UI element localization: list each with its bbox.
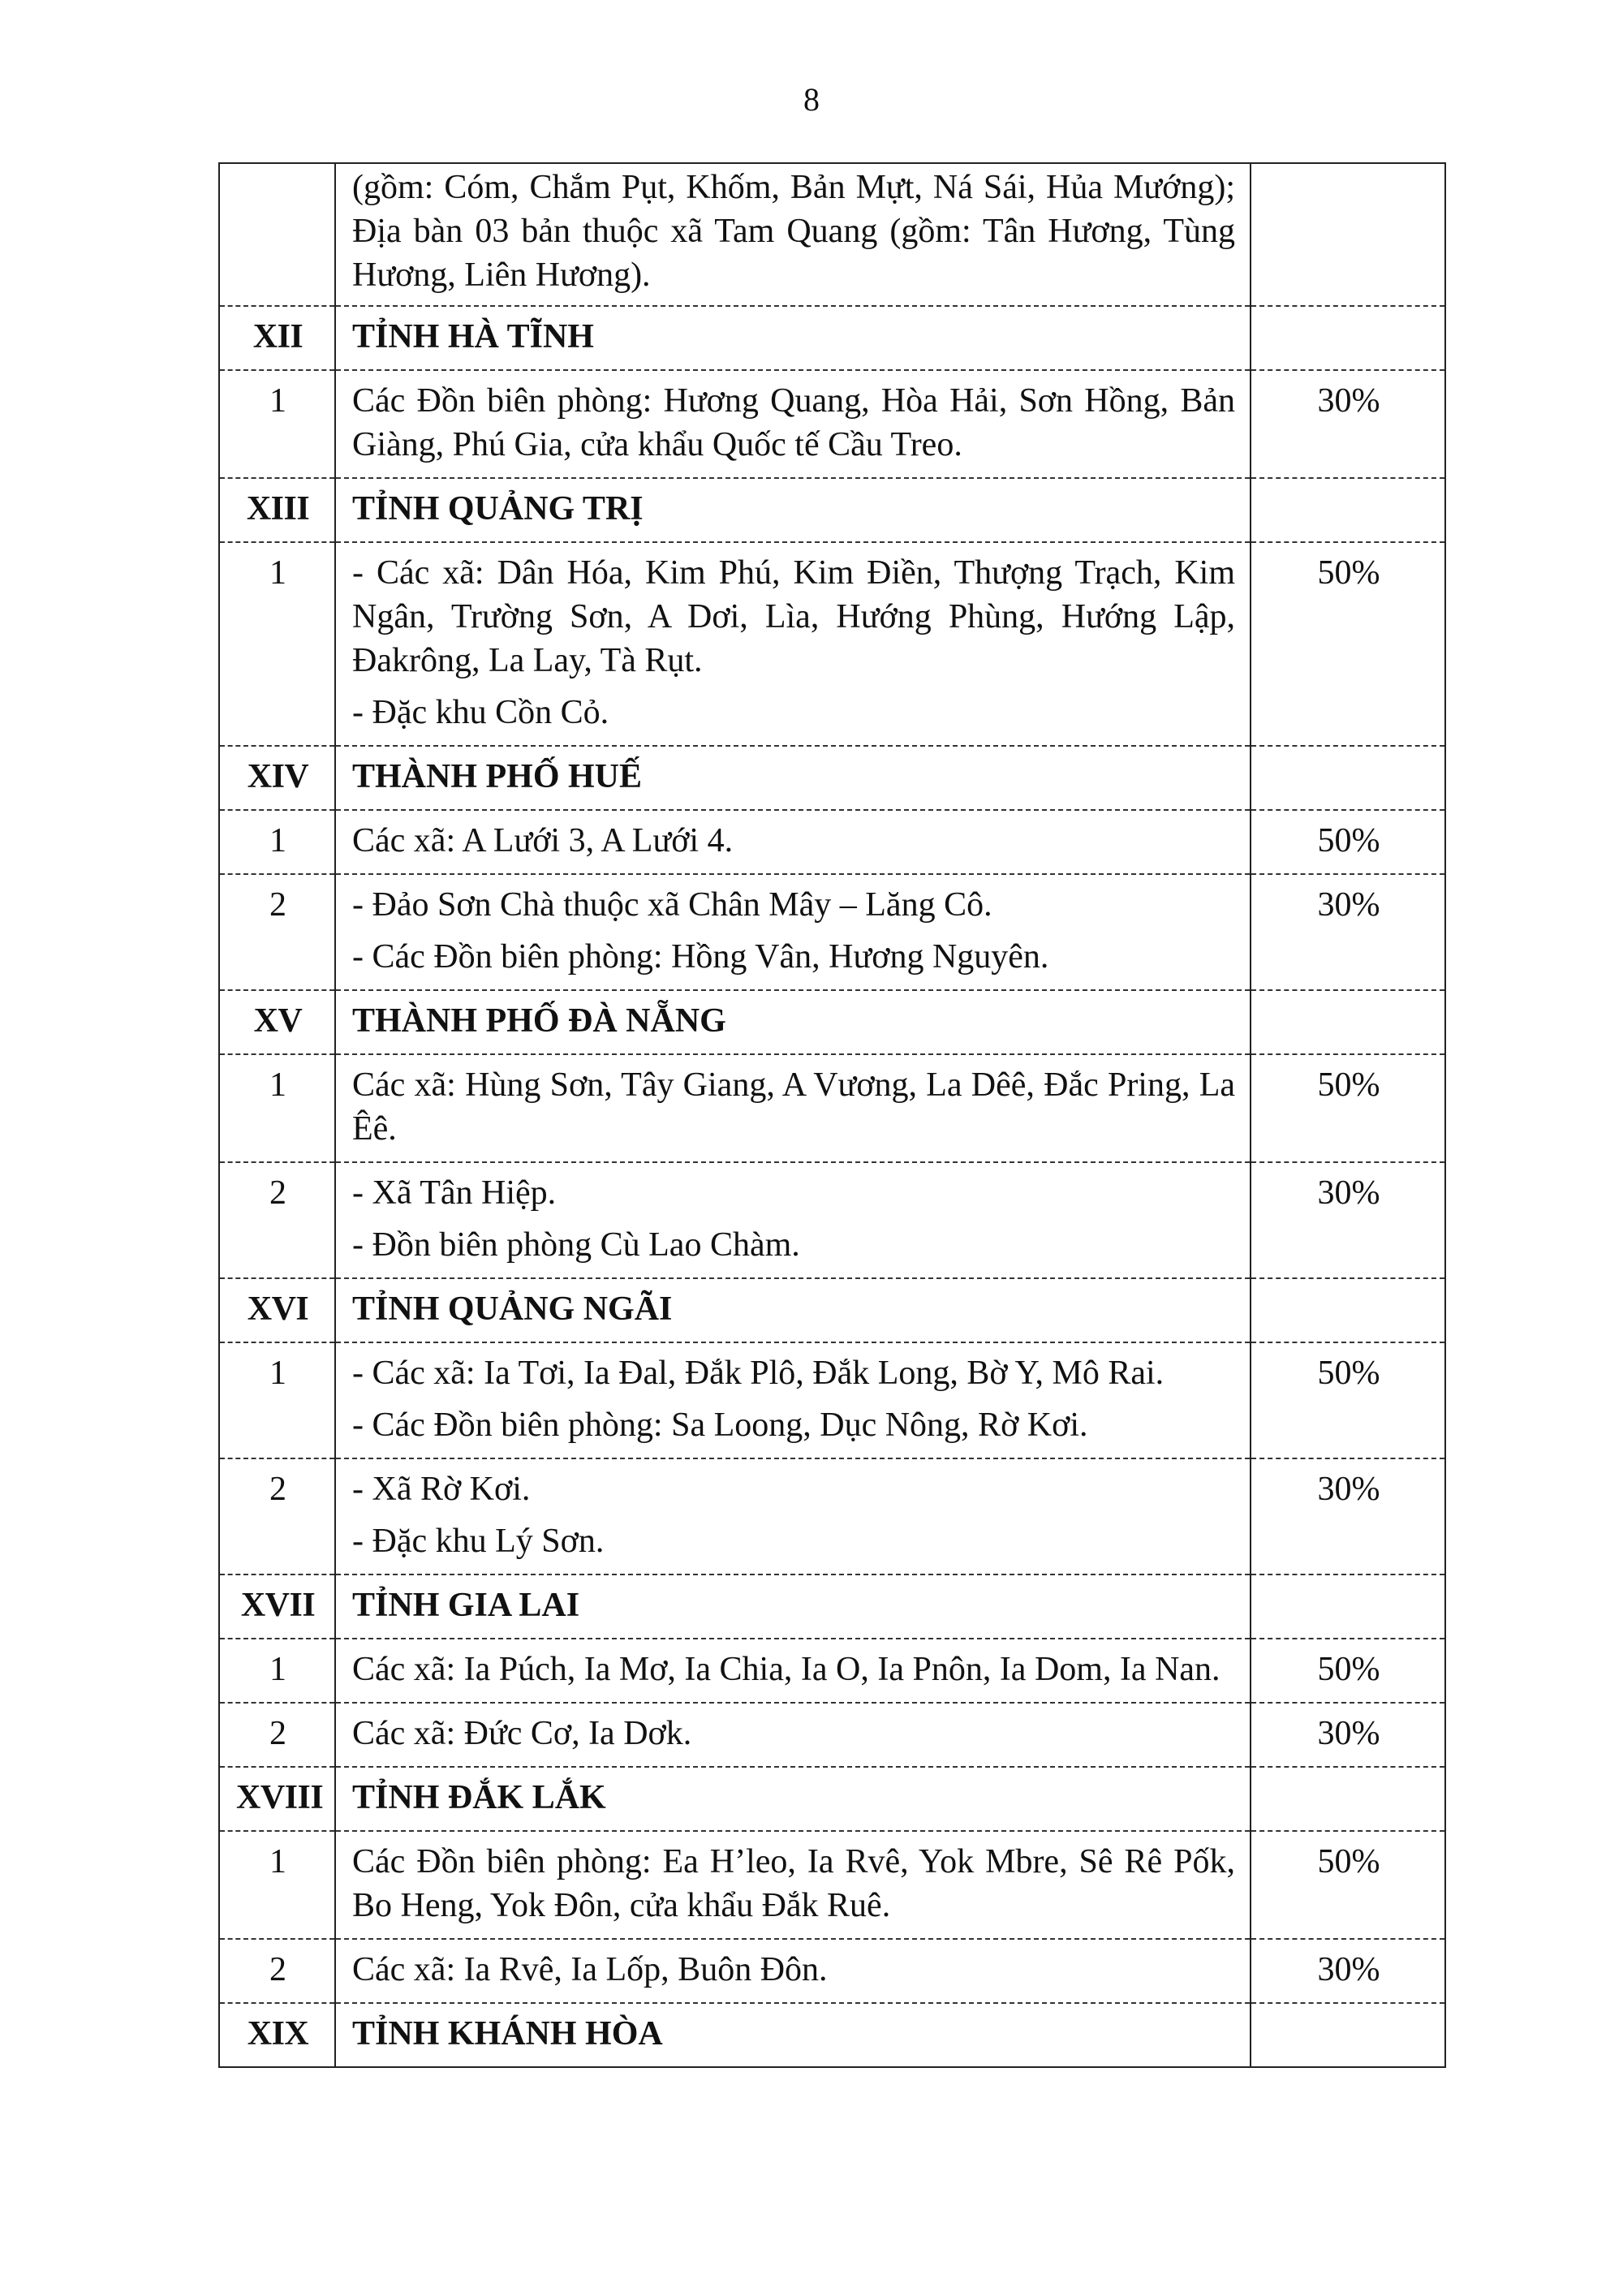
description-line: Các xã: Ia Púch, Ia Mơ, Ia Chia, Ia O, Ia Pnôn, Ia Dom, Ia Nan. [352,1651,1220,1688]
rate-cell: 30% [1251,1703,1445,1767]
table-row [219,1831,1445,1939]
row-description [335,1162,1251,1278]
section-row [219,2003,1445,2067]
table-row [219,1639,1445,1703]
description-line: - Các xã: Dân Hóa, Kim Phú, Kim Điền, Thượng Trạch, Kim Ngân, Trường Sơn, A Dơi, Lìa, Hướng Phùng, Hướng Lập, Đakrông, La Lay, Tà Rụt. [352,554,1235,679]
rate-cell: 30% [1251,874,1445,990]
row-description [335,163,1251,306]
description-line: - Đặc khu Lý Sơn. [352,1523,605,1560]
description-line: Các xã: Hùng Sơn, Tây Giang, A Vương, La Dêê, Đắc Pring, La Êê. [352,1066,1235,1148]
row-number: 1 [219,542,335,746]
rate-cell: 50% [1251,1639,1445,1703]
allowance-table [218,162,1446,2068]
description-line: (gồm: Cóm, Chắm Pụt, Khốm, Bản Mựt, Ná Sái, Hủa Mướng); Địa bàn 03 bản thuộc xã Tam Quang (gồm: Tân Hương, Tùng Hương, Liên Hương). [352,169,1235,294]
row-number: XIII [219,478,335,542]
page-number: 8 [803,81,820,118]
table-row [219,1342,1445,1458]
rate-cell [1251,306,1445,370]
row-number [219,163,335,306]
rate-cell [1251,990,1445,1054]
rate-cell: 50% [1251,542,1445,746]
description-line: - Đặc khu Cồn Cỏ. [352,694,609,731]
row-description [335,1458,1251,1574]
row-number: XVIII [219,1767,335,1831]
row-description [335,542,1251,746]
table-row [219,1939,1445,2003]
section-row [219,1574,1445,1639]
table-row [219,1054,1445,1162]
row-number: 1 [219,1831,335,1939]
section-title: TỈNH KHÁNH HÒA [335,2003,1251,2067]
description-line: Các xã: Ia Rvê, Ia Lốp, Buôn Đôn. [352,1951,828,1988]
table-row [219,370,1445,478]
row-description [335,810,1251,874]
row-number: XV [219,990,335,1054]
section-title: TỈNH ĐẮK LẮK [335,1767,1251,1831]
table-row [219,542,1445,746]
table-body [219,163,1445,2067]
rate-cell: 30% [1251,1162,1445,1278]
section-title: TỈNH HÀ TĨNH [335,306,1251,370]
description-line: - Các Đồn biên phòng: Sa Loong, Dục Nông, Rờ Kơi. [352,1406,1088,1444]
rate-cell [1251,746,1445,810]
section-title: TỈNH QUẢNG NGÃI [335,1278,1251,1342]
row-number: 1 [219,810,335,874]
rate-cell: 30% [1251,370,1445,478]
row-number: 1 [219,1054,335,1162]
row-number: 1 [219,370,335,478]
rate-cell: 50% [1251,1342,1445,1458]
row-number: XVII [219,1574,335,1639]
section-title: TỈNH GIA LAI [335,1574,1251,1639]
section-row [219,746,1445,810]
row-number: 1 [219,1342,335,1458]
description-line: - Xã Rờ Kơi. [352,1471,531,1508]
description-line: Các xã: Đức Cơ, Ia Dơk. [352,1715,692,1752]
row-description [335,1703,1251,1767]
table-row [219,1458,1445,1574]
row-description [335,1939,1251,2003]
row-description [335,1054,1251,1162]
section-row [219,1767,1445,1831]
section-row [219,1278,1445,1342]
rate-cell [1251,2003,1445,2067]
row-description [335,874,1251,990]
rate-cell [1251,1278,1445,1342]
description-line: - Đồn biên phòng Cù Lao Chàm. [352,1226,800,1264]
row-number: 2 [219,1939,335,2003]
section-row [219,306,1445,370]
rate-cell [1251,478,1445,542]
rate-cell [1251,1767,1445,1831]
row-number: 2 [219,1162,335,1278]
row-number: XIV [219,746,335,810]
description-line: Các Đồn biên phòng: Ea H’leo, Ia Rvê, Yok Mbre, Sê Rê Pốk, Bo Heng, Yok Đôn, cửa khẩu Đắk Ruê. [352,1843,1235,1924]
row-description [335,1342,1251,1458]
description-line: - Đảo Sơn Chà thuộc xã Chân Mây – Lăng Cô. [352,886,992,924]
row-description [335,1639,1251,1703]
row-description [335,1831,1251,1939]
table-row [219,1703,1445,1767]
row-number: XVI [219,1278,335,1342]
rate-cell: 50% [1251,810,1445,874]
table-row [219,1162,1445,1278]
section-row [219,478,1445,542]
table-row [219,810,1445,874]
description-line: Các xã: A Lưới 3, A Lưới 4. [352,822,734,859]
rate-cell [1251,1574,1445,1639]
description-line: - Các xã: Ia Tơi, Ia Đal, Đắk Plô, Đắk Long, Bờ Y, Mô Rai. [352,1355,1165,1392]
rate-cell: 50% [1251,1831,1445,1939]
section-title: THÀNH PHỐ HUẾ [335,746,1251,810]
row-description [335,370,1251,478]
section-row [219,990,1445,1054]
row-number: 2 [219,1703,335,1767]
row-number: 2 [219,1458,335,1574]
table-row [219,874,1445,990]
rate-cell: 50% [1251,1054,1445,1162]
description-line: - Xã Tân Hiệp. [352,1174,557,1212]
continuation-row [219,163,1445,306]
rate-cell [1251,163,1445,306]
row-number: 1 [219,1639,335,1703]
rate-cell: 30% [1251,1458,1445,1574]
row-number: XIX [219,2003,335,2067]
row-number: 2 [219,874,335,990]
description-line: Các Đồn biên phòng: Hương Quang, Hòa Hải, Sơn Hồng, Bản Giàng, Phú Gia, cửa khẩu Quốc tế Cầu Treo. [352,382,1235,463]
section-title: THÀNH PHỐ ĐÀ NẴNG [335,990,1251,1054]
rate-cell: 30% [1251,1939,1445,2003]
section-title: TỈNH QUẢNG TRỊ [335,478,1251,542]
description-line: - Các Đồn biên phòng: Hồng Vân, Hương Nguyên. [352,938,1049,976]
row-number: XII [219,306,335,370]
